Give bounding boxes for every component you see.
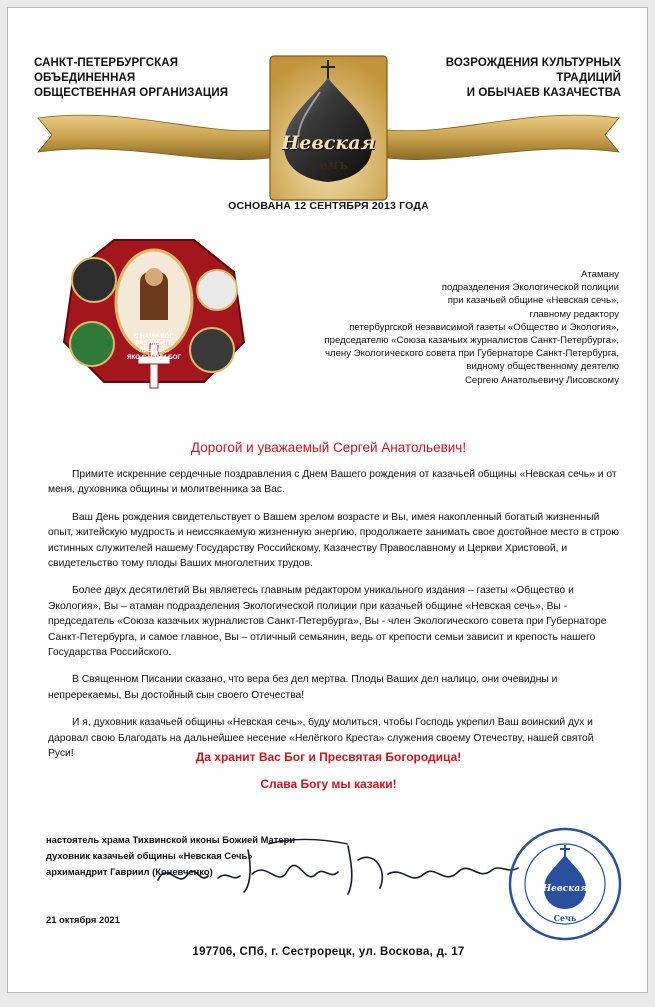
logo-title-top: Невская: [281, 132, 376, 154]
address-line: главному редактору: [529, 308, 619, 320]
letter-date: 21 октября 2021: [46, 914, 120, 925]
header-left-line1: САНКТ-ПЕТЕРБУРГСКАЯ ОБЪЕДИНЕННАЯ: [34, 57, 179, 84]
address-line: видному общественному деятелю: [466, 361, 619, 373]
letter-page: [7, 7, 648, 993]
address-line: Атаману: [581, 269, 619, 280]
founded-date: ОСНОВАНА 12 СЕНТЯБРЯ 2013 ГОДА: [228, 200, 429, 212]
stamp-center-bottom: Сечь: [553, 913, 577, 923]
address-block: [259, 268, 619, 387]
badge-right-medallion: [197, 270, 237, 310]
paragraph: Примите искренние сердечные поздравления с Днем Вашего рождения от казачьей общины «Невская сечь» и от меня, духовника общины и молитвенника за Вас.: [48, 469, 617, 496]
header-right-line2: И ОБЫЧАЕВ КАЗАЧЕСТВА: [466, 87, 621, 99]
blessing-1: Да хранит Вас Бог и Пресвятая Богородица!: [195, 750, 462, 764]
paragraph: В Священном Писании сказано, что вера без дел мертва. Плоды Ваших дел налицо, они очевидны и непререкаемы, Вы достойный сын своего Отечества!: [48, 674, 558, 701]
header-right-line1: ВОЗРОЖДЕНИЯ КУЛЬТУРНЫХ ТРАДИЦИЙ: [445, 57, 621, 84]
cossack-badge: [54, 232, 254, 392]
badge-bottom-right-medallion: [190, 328, 234, 372]
badge-center-text: С НАМИ БОГ, РАЗУМЕЙТЕ ЯЗЫЦЫ... ЯКО С НАМИ БОГ: [127, 333, 181, 361]
letter-body: [48, 467, 620, 774]
badge-bottom-left-medallion: [70, 322, 114, 366]
blessing-2: Слава Богу мы казаки!: [260, 777, 397, 791]
signatory-line3: архимандрит Гавриил (Коневченко): [46, 866, 213, 877]
address-line: председателю «Союза казачьих журналистов Санкт-Петербурга»,: [324, 335, 619, 347]
address-line: подразделения Экологической полиции: [441, 282, 619, 294]
nevskaya-sech-emblem: [8, 48, 648, 208]
paragraph: Ваш День рождения свидетельствует о Вашем зрелом возрасте и Вы, имея накопленный богатый жизненный опыт, житейскую мудрость и неиссякаемую жизненную энергию, продолжаете занимать свое достойное место в строю истинных служителей нашему Государству Российскому, Казачеству Православному и Церкви Христовой, и свидетельство тому плоды Ваших многолетних трудов.: [48, 511, 619, 570]
signatory-line2: духовник казачьей общины «Невская Сечь»: [46, 850, 253, 861]
header-left-line2: ОБЩЕСТВЕННАЯ ОРГАНИЗАЦИЯ: [34, 87, 229, 99]
handwritten-signature: [148, 830, 528, 904]
paragraph: Более двух десятилетий Вы являетесь главным редактором уникального издания – газеты «Общество и Экология», Вы – атаман подразделения Экологической полиции при казачьей общине «Невская сечь», Вы - председатель «Союза казачьих журналистов Санкт-Петербурга», Вы - член Экологического совета при Губернаторе Санкт-Петербурга, и самое главное, Вы – отличный семьянин, ведь от крепости семьи зависит и крепость нашего Государства Российского.: [48, 585, 607, 659]
address-line: члену Экологического совета при Губернаторе Санкт-Петербурга,: [325, 348, 619, 360]
address-line: петербургской независимой газеты «Общество и Экология»,: [349, 321, 619, 333]
signatory-line1: настоятель храма Тихвинской иконы Божией Матери: [46, 834, 296, 845]
badge-top-left-medallion: [72, 258, 116, 302]
stamp-center-top: Невская: [542, 884, 588, 894]
official-stamp: [506, 825, 624, 943]
address-line: Сергею Анатольевичу Лисовскому: [465, 374, 619, 386]
logo-title-bottom: Сечь: [308, 158, 349, 173]
address-line: при казачьей общине «Невская сечь»,: [447, 295, 619, 307]
footer-address: 197706, СПб, г. Сестрорецк, ул. Воскова, д. 17: [192, 946, 465, 958]
paragraph: И я, духовник казачьей общины «Невская сечь», буду молиться, чтобы Господь укрепил Ваш воинский дух и даровал свою Благодать на дальнейшее несение «Нелёгкого Креста» служения своему Отечеству, нашей святой Руси!: [48, 717, 594, 760]
greeting: Дорогой и уважаемый Сергей Анатольевич!: [190, 440, 467, 455]
